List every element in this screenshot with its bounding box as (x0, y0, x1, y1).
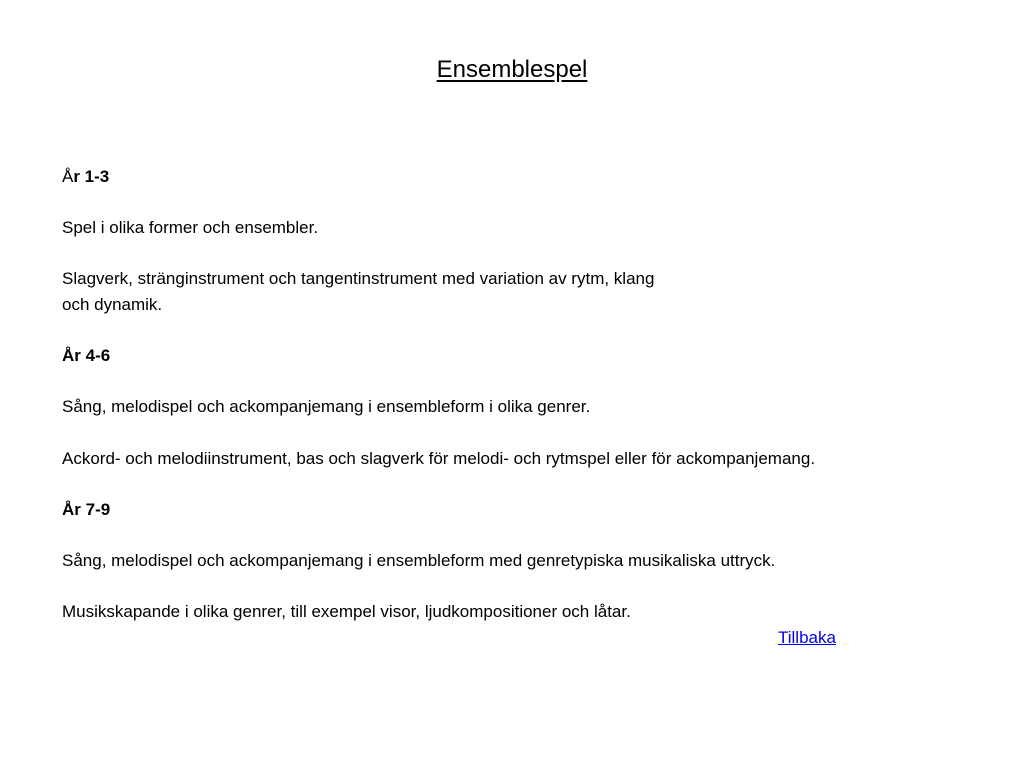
section-7-9-paragraph-1: Sång, melodispel och ackompanjemang i ensembleform med genretypiska musikaliska uttryck. (62, 550, 776, 570)
section-heading-rest: r 1-3 (73, 167, 110, 186)
section-heading-year-4-6: År 4-6 (62, 346, 111, 366)
section-7-9-paragraph-2: Musikskapande i olika genrer, till exempel visor, ljudkompositioner och låtar. (62, 602, 631, 622)
back-link-row (62, 625, 962, 651)
section-heading-year-7-9: År 7-9 (62, 499, 111, 519)
section-4-6-paragraph-2: Ackord- och melodiinstrument, bas och slagverk för melodi- och rytmspel eller för ackompanjemang. (62, 448, 816, 468)
section-1-3-paragraph-2-line-1: Slagverk, stränginstrument och tangentinstrument med variation av rytm, klang (62, 269, 655, 289)
section-4-6-paragraph-1: Sång, melodispel och ackompanjemang i ensembleform i olika genrer. (62, 397, 591, 417)
section-heading-first-char: Å (62, 167, 74, 186)
slide-title: Ensemblespel (436, 56, 588, 83)
back-link[interactable]: Tillbaka (778, 627, 836, 647)
section-1-3-paragraph-1: Spel i olika former och ensembler. (62, 218, 319, 238)
section-heading-year-1-3 (62, 164, 962, 190)
section-1-3-paragraph-2-line-2: och dynamik. (62, 294, 163, 314)
slide-content (62, 164, 962, 650)
